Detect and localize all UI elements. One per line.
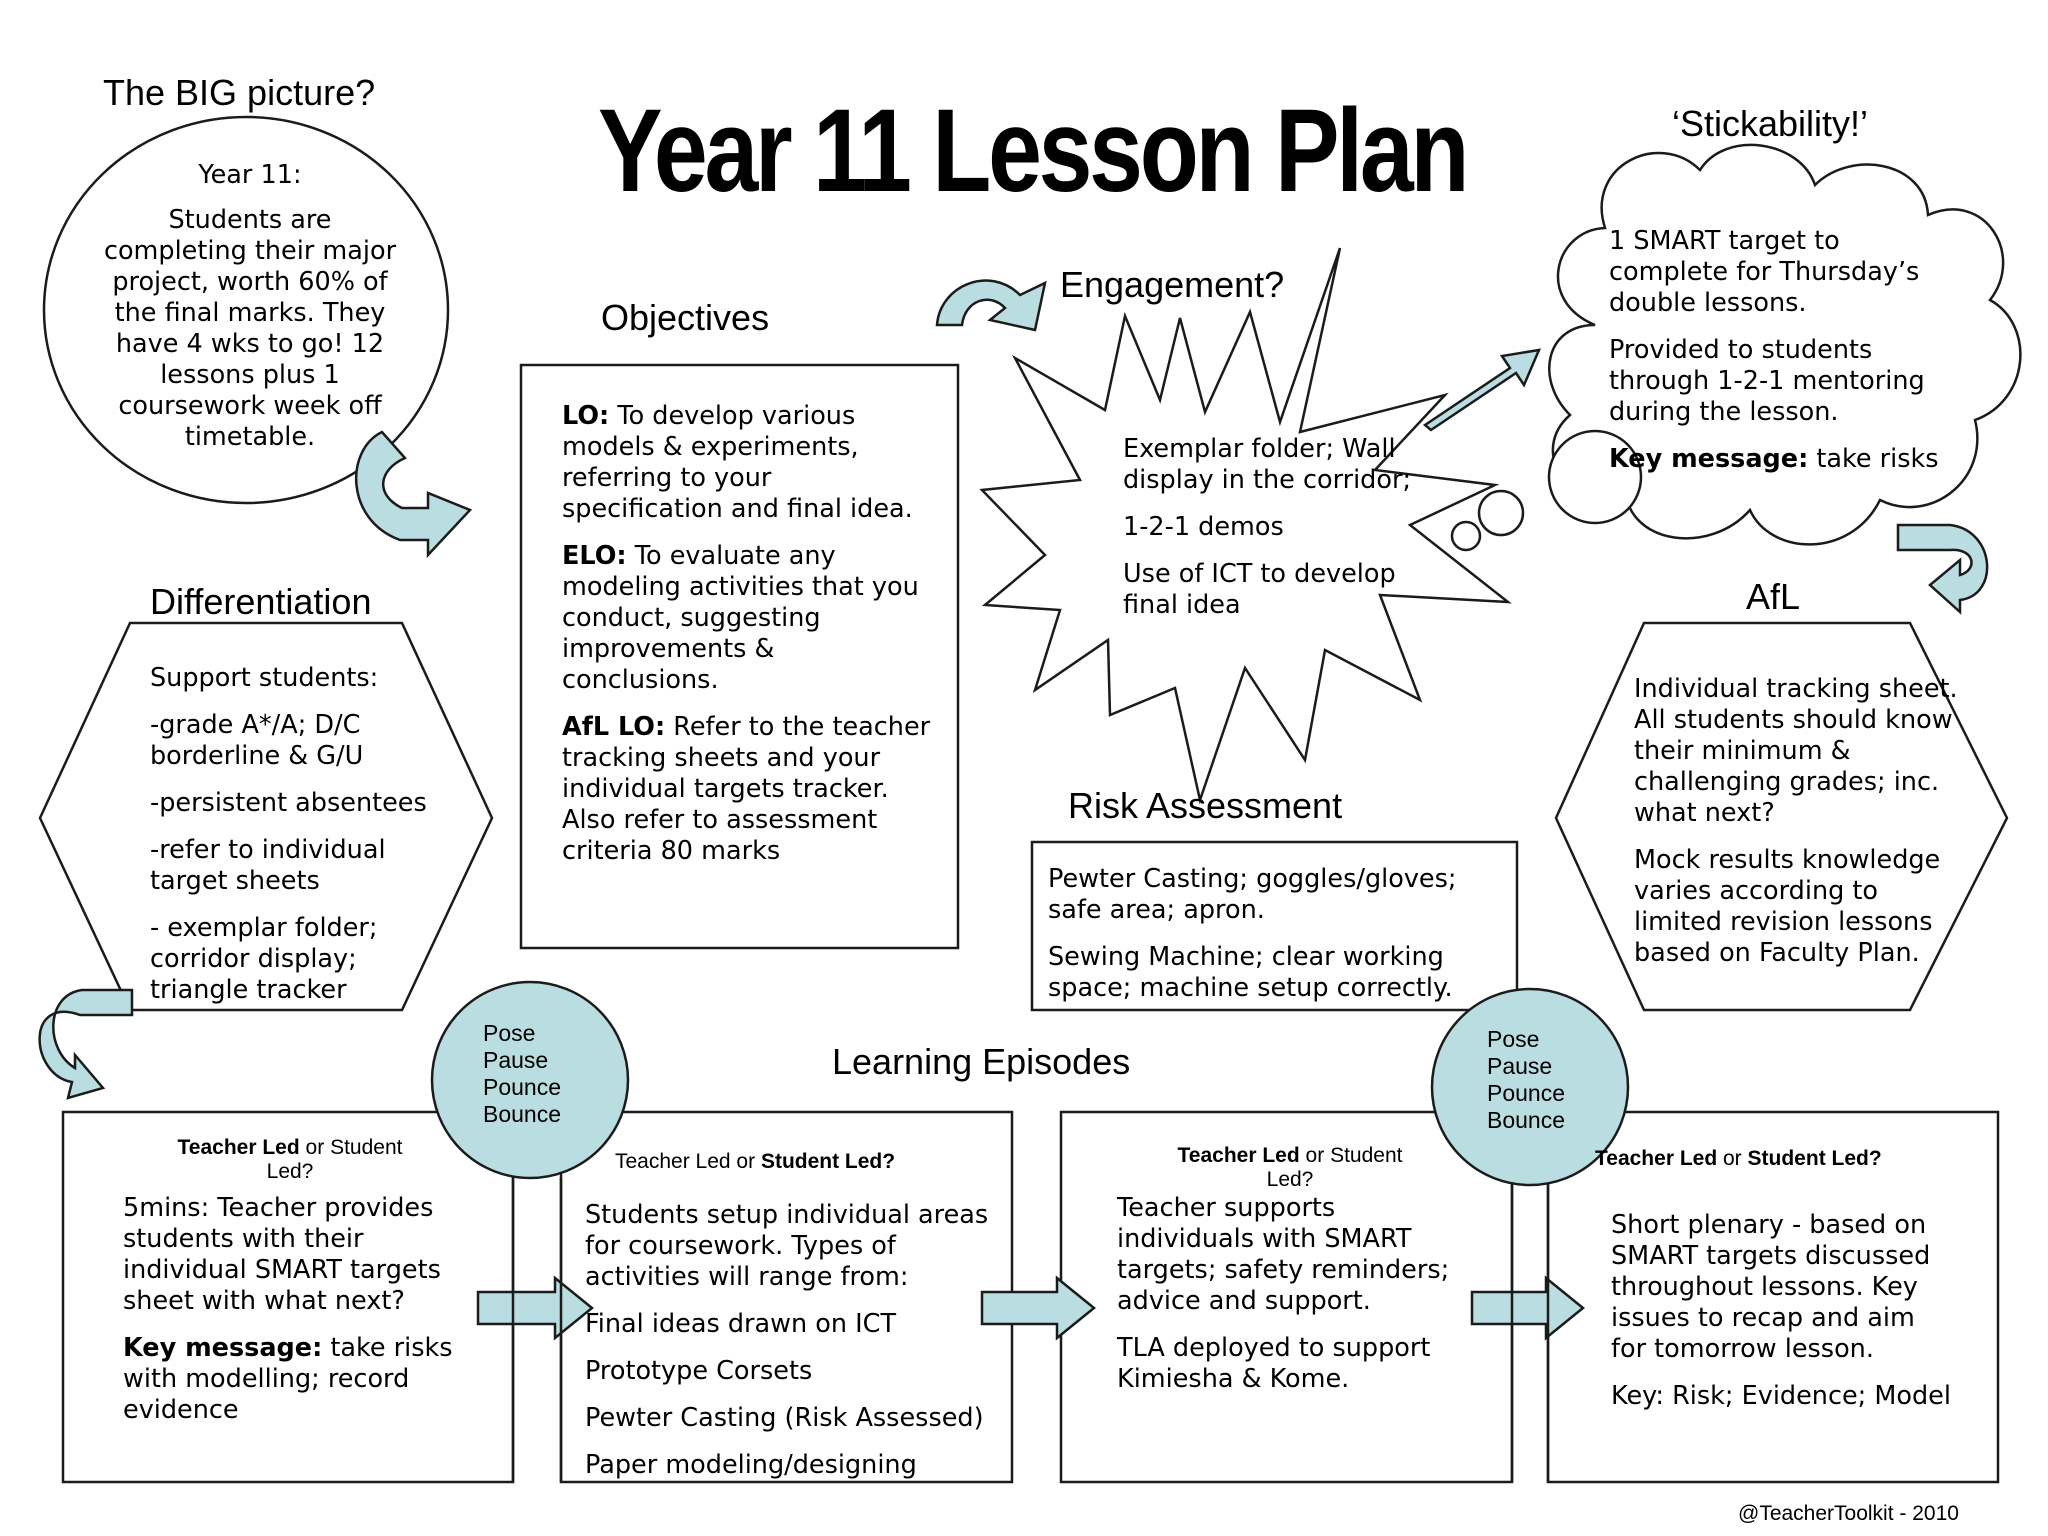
differentiation-item-2: -persistent absentees <box>150 788 427 818</box>
afl-heading: AfL <box>1746 576 1801 617</box>
stickability-heading: ‘Stickability!’ <box>1672 103 1869 144</box>
risk-p2: Sewing Machine; clear working space; machine setup correctly. <box>1048 942 1453 1003</box>
risk-p1: Pewter Casting; goggles/gloves; safe area; apron. <box>1048 864 1457 925</box>
episode-1-key-text: take risks with modelling; record evidence <box>123 1333 453 1425</box>
stickability-text-block <box>1609 226 1949 491</box>
stickability-p2: Provided to students through 1-2-1 mentoring during the lesson. <box>1609 335 1925 427</box>
afl-p2: Mock results knowledge varies according to limited revision lessons based on Faculty Plan. <box>1634 845 1941 968</box>
episode-2-p1: Students setup individual areas for coursework. Types of activities will range from: <box>585 1200 989 1292</box>
big-picture-text: Students are completing their major project, worth 60% of the final marks. They have 4 wks to go! 12 lessons plus 1 coursework week off timetable. <box>103 205 397 452</box>
elo-text: To evaluate any modeling activities that you conduct, suggesting improvements & conclusions. <box>562 541 919 695</box>
afl-p1: Individual tracking sheet. All students should know their minimum & challenging grades; inc. what next? <box>1634 674 1958 828</box>
differentiation-intro: Support students: <box>150 663 379 693</box>
differentiation-item-3: -refer to individual target sheets <box>150 835 386 896</box>
afl-lo-extra: Also refer to assessment criteria 80 marks <box>562 805 878 866</box>
episode-3-p2: TLA deployed to support Kimiesha & Kome. <box>1117 1333 1431 1394</box>
afl-lo-label: AfL LO: <box>562 712 666 742</box>
differentiation-item-1: -grade A*/A; D/C borderline & G/U <box>150 710 364 771</box>
engagement-heading: Engagement? <box>1060 264 1285 305</box>
episode-2-text <box>585 1200 1005 1497</box>
curved-arrow-afl <box>1898 525 1987 612</box>
differentiation-text-block <box>150 663 450 1022</box>
stickability-key-label: Key message: <box>1609 444 1809 474</box>
lo-text: To develop various models & experiments, referring to your specification and final idea. <box>562 401 913 524</box>
episode-2-item-2: Prototype Corsets <box>585 1356 813 1386</box>
episode-1-p1: 5mins: Teacher provides students with their individual SMART targets sheet with what next? <box>123 1193 441 1316</box>
episode-2-item-4: Paper modeling/designing <box>585 1450 917 1480</box>
curved-arrow-top <box>937 281 1045 330</box>
engagement-item-1: Exemplar folder; Wall display in the corridor; <box>1123 434 1412 495</box>
objectives-text-block <box>562 401 932 883</box>
cloud-arrow <box>1425 350 1539 430</box>
risk-text-block <box>1048 864 1508 1020</box>
episode-4-p1: Short plenary - based on SMART targets discussed throughout lessons. Key issues to recap and aim for tomorrow lesson. <box>1611 1210 1931 1364</box>
afl-text-block <box>1634 674 1959 985</box>
episode-1-header: Teacher Led or Student Led? <box>177 1136 403 1183</box>
learning-episodes-heading: Learning Episodes <box>832 1041 1131 1082</box>
big-picture-heading: The BIG picture? <box>103 72 376 113</box>
episode-2-item-1: Final ideas drawn on ICT <box>585 1309 897 1339</box>
episode-3-header: Teacher Led or Student Led? <box>1177 1144 1403 1191</box>
ppb-label-2: Pose Pause Pounce Bounce <box>1487 1026 1566 1133</box>
footer-credit: @TeacherToolkit - 2010 <box>1738 1502 1959 1525</box>
engagement-item-3: Use of ICT to develop final idea <box>1123 559 1396 620</box>
page-title: Year 11 Lesson Plan <box>598 85 1467 217</box>
episode-3-p1: Teacher supports individuals with SMART targets; safety reminders; advice and support. <box>1117 1193 1450 1316</box>
ppb-label-1: Pose Pause Pounce Bounce <box>483 1020 562 1127</box>
episode-3-text <box>1117 1193 1467 1411</box>
episode-1-key-label: Key message: <box>123 1333 323 1363</box>
lo-label: LO: <box>562 401 610 431</box>
engagement-text-block <box>1123 434 1443 637</box>
risk-heading: Risk Assessment <box>1068 785 1343 826</box>
episode-2-header: Teacher Led or Student Led? <box>615 1150 896 1173</box>
big-picture-year: Year 11: <box>198 160 302 190</box>
curved-arrow-left <box>40 990 132 1098</box>
stickability-p1: 1 SMART target to complete for Thursday’s double lessons. <box>1609 226 1920 318</box>
big-picture-text-block <box>100 160 400 469</box>
engagement-item-2: 1-2-1 demos <box>1123 512 1284 542</box>
stickability-key-text: take risks <box>1816 444 1939 474</box>
objectives-heading: Objectives <box>601 297 770 338</box>
episode-2-item-3: Pewter Casting (Risk Assessed) <box>585 1403 984 1433</box>
episode-1-text <box>123 1193 453 1442</box>
episode-4-p2: Key: Risk; Evidence; Model <box>1611 1381 1951 1411</box>
afl-lo-text: Refer to the teacher tracking sheets and your individual targets tracker. <box>562 712 931 804</box>
differentiation-item-4: - exemplar folder; corridor display; triangle tracker <box>150 913 378 1005</box>
differentiation-heading: Differentiation <box>150 581 372 622</box>
elo-label: ELO: <box>562 541 627 571</box>
episode-4-text <box>1611 1210 1951 1428</box>
episode-4-header: Teacher Led or Student Led? <box>1595 1147 1882 1170</box>
